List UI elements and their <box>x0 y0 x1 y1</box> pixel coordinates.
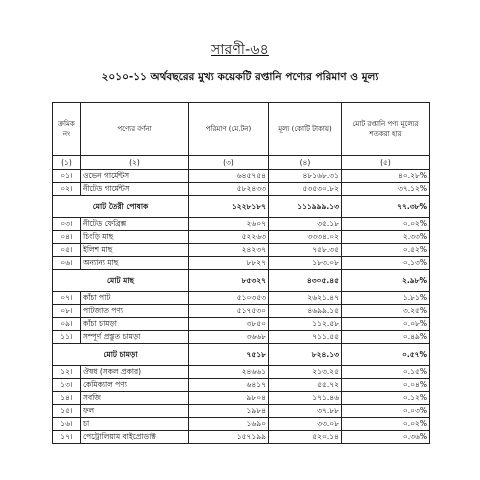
header-serial: ক্রমিক নং <box>53 103 81 156</box>
quantity-cell: ২৪২৩৭ <box>189 244 269 257</box>
quantity-cell: ৩৮৫০ <box>189 318 269 331</box>
serial-cell: ০৪। <box>53 231 81 244</box>
table-row <box>53 170 430 183</box>
quantity-cell: ৮৮২৭ <box>189 257 269 270</box>
percent-cell: ৩.২৫% <box>342 305 430 318</box>
table-row <box>53 231 430 244</box>
table-row <box>53 418 430 431</box>
value-cell: ৭৫৮.৩৫ <box>269 244 342 257</box>
total-quantity: ১২২৮১৮৭ <box>189 196 269 218</box>
quantity-cell: ২৪৬৬১ <box>189 366 269 379</box>
total-label: মোট চামড়া <box>53 344 189 366</box>
quantity-cell: ১৯৮৪ <box>189 405 269 418</box>
percent-cell: ০.৫২% <box>342 244 430 257</box>
serial-cell: ১২। <box>53 366 81 379</box>
value-cell: ১১২.৫৮ <box>269 318 342 331</box>
value-cell: ৩৩৩৪.০২ <box>269 231 342 244</box>
percent-cell: ৩৭.১২% <box>342 183 430 196</box>
serial-cell: ১৬। <box>53 418 81 431</box>
value-cell: ২৬২১.৪৭ <box>269 292 342 305</box>
serial-cell: ০১। <box>53 170 81 183</box>
description-cell: সম্পূর্ণ প্রস্তুত চামড়া <box>81 331 189 344</box>
value-cell: ৩৩.০৮ <box>269 418 342 431</box>
table-row <box>53 292 430 305</box>
description-cell: পাটজাত পণ্য <box>81 305 189 318</box>
page-title: সারণী-৬৪ <box>211 42 269 58</box>
serial-cell: ১৭। <box>53 431 81 444</box>
header-description: পণ্যের বর্ণনা <box>81 103 189 156</box>
serial-cell: ০৯। <box>53 318 81 331</box>
percent-cell: ৪০.২৮% <box>342 170 430 183</box>
description-cell: পেট্রোলিয়াম বাইপ্রোডাক্ট <box>81 431 189 444</box>
total-label: মোট তৈরী পোষাক <box>53 196 189 218</box>
percent-cell: ০.১৫% <box>342 366 430 379</box>
table-row <box>53 183 430 196</box>
table-row <box>53 305 430 318</box>
value-cell: ১৮৩.০৮ <box>269 257 342 270</box>
quantity-cell: ৫১০৩৫৩ <box>189 292 269 305</box>
column-number: (৫) <box>342 156 430 170</box>
value-cell: ৫৫.৭২ <box>269 379 342 392</box>
table-row <box>53 244 430 257</box>
header-quantity: পরিমাণ (মে.টন) <box>189 103 269 156</box>
percent-cell: ১.৮১% <box>342 292 430 305</box>
value-cell: ৪৬৯৯.১৫ <box>269 305 342 318</box>
value-cell: ৪৮১৬৮.৩১ <box>269 170 342 183</box>
quantity-cell: ১৫৭১৯৯ <box>189 431 269 444</box>
percent-cell: ০.০২% <box>342 218 430 231</box>
value-cell: ৫২০.১৪ <box>269 431 342 444</box>
serial-cell: ০৩। <box>53 218 81 231</box>
percent-cell: ২.৩৩% <box>342 231 430 244</box>
serial-cell: ০৮। <box>53 305 81 318</box>
value-cell: ৫৩৫৩০.৮২ <box>269 183 342 196</box>
serial-cell: ০৬। <box>53 257 81 270</box>
description-cell: সবজি <box>81 392 189 405</box>
description-cell: কাঁচা পাট <box>81 292 189 305</box>
column-number: (৪) <box>269 156 342 170</box>
header-value: মূল্য (কোটি টাকায়) <box>269 103 342 156</box>
description-cell: ঔষধ (সকল প্রকার) <box>81 366 189 379</box>
total-row <box>53 196 430 218</box>
percent-cell: ০.৪৯% <box>342 331 430 344</box>
total-value: ৮২৪.১৩ <box>269 344 342 366</box>
serial-cell: ১৫। <box>53 405 81 418</box>
header-percent: মোট রপ্তানি পণ্য মূল্যের শতকরা হার <box>342 103 430 156</box>
description-cell: চিংড়ি মাছ <box>81 231 189 244</box>
table-row <box>53 405 430 418</box>
table-row <box>53 218 430 231</box>
percent-cell: ০.৩৬% <box>342 431 430 444</box>
description-cell: চা <box>81 418 189 431</box>
export-table <box>52 102 430 444</box>
percent-cell: ০.১৩% <box>342 257 430 270</box>
total-value: ৪৩০৫.৪৫ <box>269 270 342 292</box>
table-subtitle: ২০১০-১১ অর্থবছরের মুখ্য কয়েকটি রপ্তানি পণ্যের পরিমাণ ও মূল্য <box>101 71 379 83</box>
percent-cell: ০.১২% <box>342 392 430 405</box>
total-row <box>53 270 430 292</box>
serial-cell: ১৩। <box>53 379 81 392</box>
column-number: (২) <box>81 156 189 170</box>
quantity-cell: ৬৪৫৭৫৪ <box>189 170 269 183</box>
quantity-cell: ৬৪১৭ <box>189 379 269 392</box>
percent-cell: ০.০২% <box>342 418 430 431</box>
description-cell: অন্যান্য মাছ <box>81 257 189 270</box>
total-row <box>53 344 430 366</box>
value-cell: ২১৩.২৫ <box>269 366 342 379</box>
table-row <box>53 366 430 379</box>
percent-cell: ০.০৮% <box>342 318 430 331</box>
description-cell: কেমিক্যাল পণ্য <box>81 379 189 392</box>
total-quantity: ৮৫৩২৭ <box>189 270 269 292</box>
quantity-cell: ৫১৭৫৩০ <box>189 305 269 318</box>
percent-cell: ০.০৪% <box>342 379 430 392</box>
serial-cell: ১৪। <box>53 392 81 405</box>
quantity-cell: ৫৮২৪৩৩ <box>189 183 269 196</box>
column-number: (১) <box>53 156 81 170</box>
description-cell: ইলিশ মাছ <box>81 244 189 257</box>
value-cell: ৩৫.১৮ <box>269 218 342 231</box>
column-number: (৩) <box>189 156 269 170</box>
description-cell: নীটেড গার্মেন্টস <box>81 183 189 196</box>
table-row <box>53 379 430 392</box>
total-percent: ২.৯৮% <box>342 270 430 292</box>
column-number-row <box>53 156 430 170</box>
description-cell: নীটেড ফেব্রিক্স <box>81 218 189 231</box>
value-cell: ৭১১.৫৫ <box>269 331 342 344</box>
total-percent: ৭৭.৩৮% <box>342 196 430 218</box>
table-row <box>53 318 430 331</box>
description-cell: ওভেন গার্মেন্টস <box>81 170 189 183</box>
value-cell: ৩৭.৮৮ <box>269 405 342 418</box>
total-quantity: ৭৫১৮ <box>189 344 269 366</box>
table-row <box>53 331 430 344</box>
quantity-cell: ২৬০৭ <box>189 218 269 231</box>
quantity-cell: ১৬৯০ <box>189 418 269 431</box>
table-row <box>53 431 430 444</box>
serial-cell: ০৫। <box>53 244 81 257</box>
total-label: মোট মাছ <box>53 270 189 292</box>
total-percent: ০.৫৭% <box>342 344 430 366</box>
serial-cell: ১১। <box>53 331 81 344</box>
total-value: ১১১৯৯৯.১৩ <box>269 196 342 218</box>
percent-cell: ০.০৩% <box>342 405 430 418</box>
value-cell: ১৭১.৪৬ <box>269 392 342 405</box>
quantity-cell: ৫২২৬৩ <box>189 231 269 244</box>
serial-cell: ০২। <box>53 183 81 196</box>
serial-cell: ০৭। <box>53 292 81 305</box>
description-cell: কাঁচা চামড়া <box>81 318 189 331</box>
table-row <box>53 257 430 270</box>
quantity-cell: ৯৮০৪ <box>189 392 269 405</box>
table-body <box>53 156 430 444</box>
quantity-cell: ৩৬৬৮ <box>189 331 269 344</box>
table-row <box>53 392 430 405</box>
description-cell: ফল <box>81 405 189 418</box>
